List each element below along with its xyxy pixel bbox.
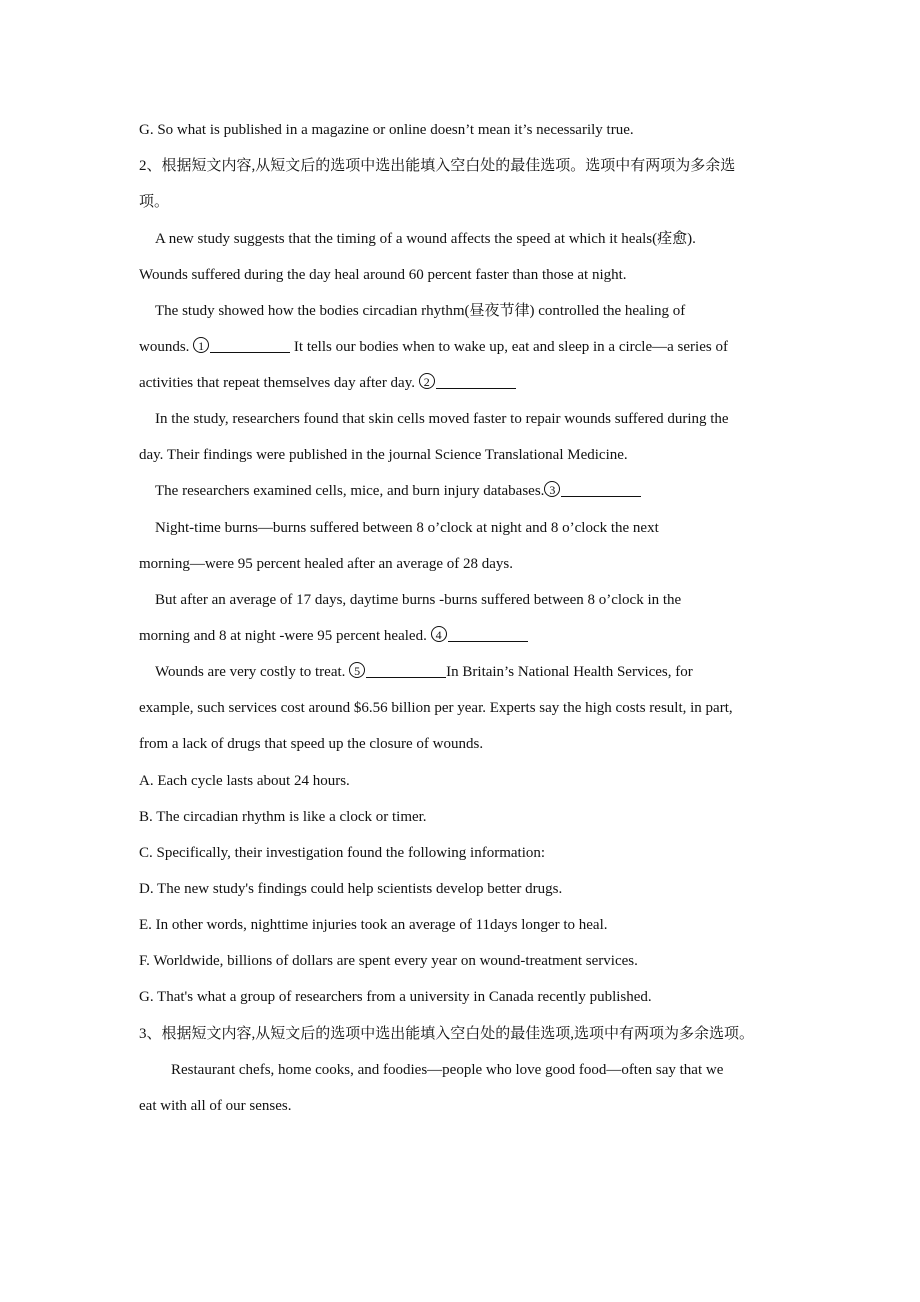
answer-blank-4 (448, 627, 528, 642)
question-2-instruction-cont: 项。 (139, 194, 170, 210)
blank-number-1: 1 (193, 337, 209, 353)
option-f: F. Worldwide, billions of dollars are spent every year on wound-treatment services. (139, 953, 638, 969)
blank-number-2: 2 (419, 373, 435, 389)
paragraph-line: Restaurant chefs, home cooks, and foodies—people who love good food—often say that we (171, 1062, 724, 1078)
paragraph-line: morning—were 95 percent healed after an average of 28 days. (139, 556, 513, 572)
paragraph-text: morning and 8 at night -were 95 percent healed. (139, 628, 427, 644)
answer-blank-1 (210, 338, 290, 353)
paragraph-line (155, 481, 641, 501)
option-c: C. Specifically, their investigation found the following information: (139, 845, 546, 861)
paragraph-text: Wounds are very costly to treat. (155, 664, 346, 680)
paragraph-line (139, 337, 728, 357)
paragraph-line: Wounds suffered during the day heal around 60 percent faster than those at night. (139, 267, 627, 283)
option-a: A. Each cycle lasts about 24 hours. (139, 773, 350, 789)
paragraph-line: day. Their findings were published in the journal Science Translational Medicine. (139, 447, 628, 463)
paragraph-line: from a lack of drugs that speed up the closure of wounds. (139, 736, 484, 752)
answer-blank-5 (366, 663, 446, 678)
paragraph-line: eat with all of our senses. (139, 1098, 292, 1114)
prev-option-g: G. So what is published in a magazine or online doesn’t mean it’s necessarily true. (139, 122, 634, 138)
option-g: G. That's what a group of researchers from a university in Canada recently published. (139, 989, 652, 1005)
option-b: B. The circadian rhythm is like a clock or timer. (139, 809, 427, 825)
paragraph-line: A new study suggests that the timing of a wound affects the speed at which it heals(痊愈). (155, 231, 696, 247)
paragraph-line (139, 626, 528, 646)
paragraph-text: wounds. (139, 339, 190, 355)
paragraph-line: But after an average of 17 days, daytime burns -burns suffered between 8 o’clock in the (155, 592, 682, 608)
paragraph-line (139, 373, 516, 393)
paragraph-text: The researchers examined cells, mice, and burn injury databases. (155, 483, 545, 499)
blank-number-3: 3 (544, 481, 560, 497)
paragraph-line: example, such services cost around $6.56 billion per year. Experts say the high costs result, in part, (139, 700, 733, 716)
blank-number-4: 4 (431, 626, 447, 642)
paragraph-line: In the study, researchers found that skin cells moved faster to repair wounds suffered during the (155, 411, 729, 427)
paragraph-line: The study showed how the bodies circadian rhythm(昼夜节律) controlled the healing of (155, 303, 686, 319)
answer-blank-2 (436, 374, 516, 389)
blank-number-5: 5 (349, 662, 365, 678)
question-3-instruction: 3、根据短文内容,从短文后的选项中选出能填入空白处的最佳选项,选项中有两项为多余选项。 (139, 1026, 755, 1042)
answer-blank-3 (561, 482, 641, 497)
paragraph-line: Night-time burns—burns suffered between 8 o’clock at night and 8 o’clock the next (155, 520, 659, 536)
question-2-instruction: 2、根据短文内容,从短文后的选项中选出能填入空白处的最佳选项。选项中有两项为多余选 (139, 158, 736, 174)
paragraph-text: It tells our bodies when to wake up, eat and sleep in a circle—a series of (293, 339, 728, 355)
paragraph-text: activities that repeat themselves day after day. (139, 375, 415, 391)
option-e: E. In other words, nighttime injuries took an average of 11days longer to heal. (139, 917, 608, 933)
paragraph-text: In Britain’s National Health Services, for (446, 664, 693, 680)
paragraph-line (155, 662, 693, 682)
option-d: D. The new study's findings could help scientists develop better drugs. (139, 881, 563, 897)
